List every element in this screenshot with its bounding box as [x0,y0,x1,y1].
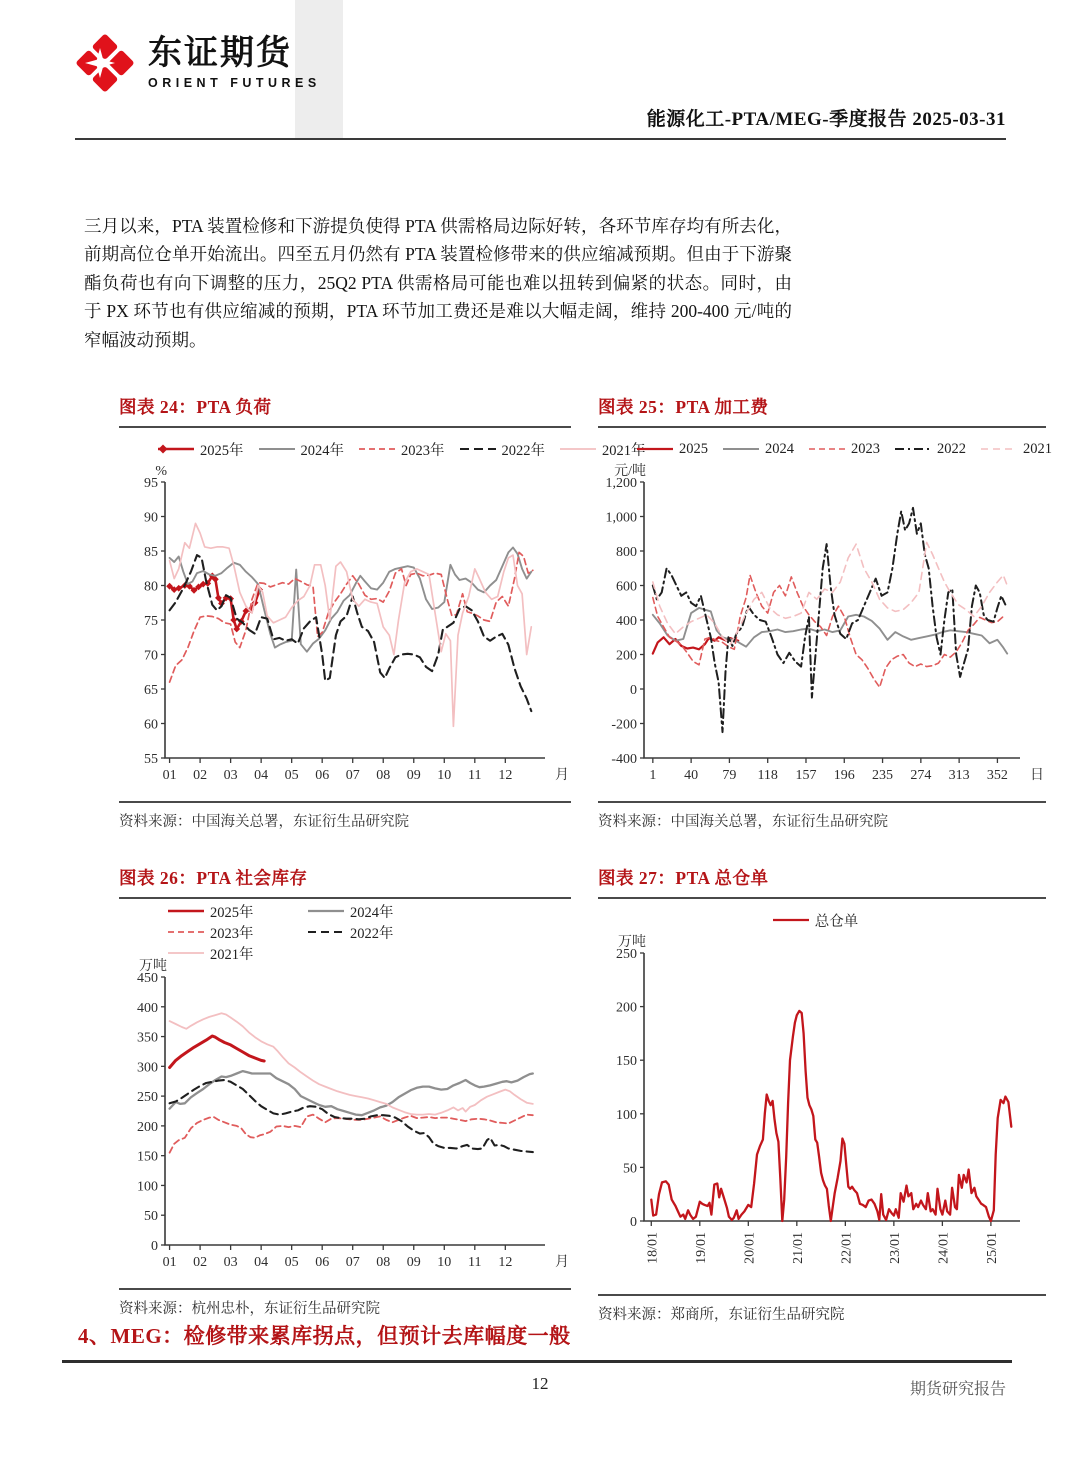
svg-text:24/01: 24/01 [936,1232,952,1264]
legend-item [157,439,244,460]
svg-text:04: 04 [254,768,269,783]
logo-chinese-name: 东证期货 [148,34,292,73]
chart-plot-svg [598,933,1046,1285]
series-2025年 [170,576,260,629]
legend-item [358,439,445,460]
series-2025年 [170,1036,265,1068]
legend-label: 2024 [765,440,794,457]
legend-swatch-line [167,905,205,917]
svg-text:450: 450 [137,971,158,986]
svg-text:09: 09 [406,1255,421,1270]
svg-text:10: 10 [437,1255,452,1270]
svg-text:25/01: 25/01 [984,1232,1000,1264]
svg-text:196: 196 [833,768,855,783]
source-divider [598,1294,1046,1296]
svg-text:%: % [155,464,167,479]
legend-label: 总仓单 [814,913,859,930]
series-2022年 [170,555,532,711]
legend-item [808,441,880,458]
svg-text:01: 01 [162,768,177,783]
svg-text:19/01: 19/01 [693,1232,709,1264]
svg-text:08: 08 [376,768,391,783]
svg-text:万吨: 万吨 [139,959,167,974]
figure-source: 资料来源：杭州忠朴，东证衍生品研究院 [119,1301,380,1317]
chart-legend [598,436,1052,462]
svg-text:20/01: 20/01 [742,1232,758,1264]
figure-26-pta-social-inventory [119,865,571,1318]
svg-text:日: 日 [1030,768,1044,783]
legend-item [258,439,345,460]
legend-label: 2025 [679,440,708,457]
svg-text:100: 100 [616,1107,637,1123]
svg-text:65: 65 [144,683,158,698]
svg-text:600: 600 [616,579,637,595]
svg-text:75: 75 [144,614,158,629]
legend-swatch-line [307,926,345,938]
svg-text:60: 60 [144,717,158,733]
svg-text:月: 月 [555,768,569,783]
svg-text:150: 150 [137,1149,158,1165]
series-2022 [653,508,1006,732]
svg-text:07: 07 [345,768,360,783]
figure-title: 图表 24：PTA 负荷 [119,397,272,417]
legend-swatch-line [636,443,674,455]
report-header-title: 能源化工-PTA/MEG-季度报告 2025-03-31 [646,109,1006,130]
legend-swatch-line [722,443,760,455]
legend-label: 2025年 [210,904,254,921]
svg-text:05: 05 [284,1255,299,1270]
legend-item [772,910,859,931]
svg-text:50: 50 [144,1209,158,1225]
legend-label: 2022年 [501,442,545,459]
title-divider [598,426,1046,428]
legend-label: 2024年 [350,904,394,921]
svg-text:400: 400 [616,614,637,629]
svg-text:250: 250 [137,1090,158,1106]
svg-text:11: 11 [468,1255,482,1270]
logo-diamond-icon [74,32,136,94]
title-divider [598,897,1046,899]
legend-swatch-line [167,926,205,938]
svg-text:400: 400 [137,1000,158,1016]
svg-text:12: 12 [498,768,513,783]
svg-text:274: 274 [910,768,932,783]
svg-text:09: 09 [406,768,421,783]
figure-25-pta-processing-fee [598,394,1052,831]
svg-text:80: 80 [144,579,158,595]
svg-text:313: 313 [948,768,970,783]
svg-text:21/01: 21/01 [790,1232,806,1264]
legend-item [307,922,447,943]
svg-text:-200: -200 [611,717,637,733]
svg-text:1,000: 1,000 [605,510,637,526]
svg-text:800: 800 [616,545,637,560]
title-divider [119,897,571,899]
footer-report-type: 期货研究报告 [909,1381,1006,1398]
svg-text:06: 06 [315,1255,330,1270]
legend-swatch-line [358,443,396,455]
svg-text:1,200: 1,200 [605,476,637,491]
svg-text:04: 04 [254,1255,269,1270]
legend-label: 2025年 [200,442,244,459]
chart-legend [598,907,1046,933]
svg-text:118: 118 [757,768,778,783]
chart-plot-svg [119,957,571,1279]
legend-item [894,441,966,458]
legend-label: 2024年 [300,442,344,459]
chart-legend [119,436,646,462]
source-divider [119,801,571,803]
body-paragraph: 三月以来，PTA 装置检修和下游提负使得 PTA 供需格局边际好转，各环节库存均有所去化，前期高位仓单开始流出。四至五月仍然有 PTA 装置检修带来的供应缩减预期。但由于下游聚酯负荷也有向下调整的压力，25Q2 PTA 供需格局可能也难以扭转到偏紧的状态。同时，由于 PX 环节也有供应缩减的预期，PTA 环节加工费还是难以大幅走阔，维持 200-400 元/吨的窄幅波动预期。 [84,215,792,350]
legend-item [167,922,307,943]
svg-text:02: 02 [193,1255,208,1270]
svg-text:元/吨: 元/吨 [614,464,646,479]
svg-text:10: 10 [437,768,452,783]
svg-text:23/01: 23/01 [887,1232,903,1264]
svg-text:79: 79 [722,768,737,783]
legend-label: 2021 [1023,440,1052,457]
legend-swatch-line [157,443,195,455]
svg-text:02: 02 [193,768,208,783]
figure-title: 图表 25：PTA 加工费 [598,397,769,417]
svg-text:85: 85 [144,545,158,560]
legend-swatch-line [307,905,345,917]
svg-text:0: 0 [630,683,637,698]
figure-source: 资料来源：郑商所，东证衍生品研究院 [598,1307,845,1323]
chart-pta-warehouse-receipts [598,907,1046,1290]
legend-item [307,901,447,922]
legend-swatch-line [459,443,497,455]
legend-label: 2021年 [602,442,646,459]
figure-source: 资料来源：中国海关总署，东证衍生品研究院 [119,814,409,830]
svg-text:250: 250 [616,947,637,962]
svg-text:12: 12 [498,1255,513,1270]
svg-text:0: 0 [151,1239,158,1254]
svg-text:235: 235 [872,768,894,783]
chart-plot-svg [598,462,1046,792]
header-divider [75,138,1006,140]
series-2021年 [170,1013,533,1114]
series-2021年 [170,523,532,726]
series-2022年 [170,1080,533,1152]
svg-text:200: 200 [616,648,637,664]
svg-text:352: 352 [986,768,1008,783]
svg-text:0: 0 [630,1215,637,1230]
svg-text:350: 350 [137,1030,158,1046]
legend-label: 2022年 [350,925,394,942]
svg-text:07: 07 [345,1255,360,1270]
svg-text:22/01: 22/01 [839,1232,855,1264]
svg-text:03: 03 [223,768,238,783]
svg-text:40: 40 [684,768,699,783]
figure-title: 图表 27：PTA 总仓单 [598,868,769,888]
legend-swatch-line [894,443,932,455]
figure-27-pta-warehouse-receipts [598,865,1046,1324]
chart-plot-svg [119,462,571,792]
title-divider [119,426,571,428]
svg-text:18/01: 18/01 [645,1232,661,1264]
footer-divider [62,1360,1012,1363]
section-heading-meg: 4、MEG：检修带来累库拐点，但预计去库幅度一般 [78,1324,571,1349]
svg-text:55: 55 [144,752,158,767]
orient-futures-logo [74,32,321,94]
svg-text:95: 95 [144,476,158,491]
source-divider [598,801,1046,803]
figure-source: 资料来源：中国海关总署，东证衍生品研究院 [598,814,888,830]
svg-text:万吨: 万吨 [618,935,646,950]
legend-item [980,441,1052,458]
logo-english-name: ORIENT FUTURES [148,76,321,91]
svg-text:-400: -400 [611,752,637,767]
legend-item [722,441,794,458]
svg-text:01: 01 [162,1255,177,1270]
legend-label: 2023年 [210,925,254,942]
svg-text:08: 08 [376,1255,391,1270]
legend-item [167,901,307,922]
legend-label: 2023年 [401,442,445,459]
svg-text:11: 11 [468,768,482,783]
svg-text:50: 50 [623,1161,637,1177]
svg-text:300: 300 [137,1060,158,1076]
legend-label: 2023 [851,440,880,457]
svg-text:70: 70 [144,648,158,664]
svg-text:90: 90 [144,510,158,526]
figure-title: 图表 26：PTA 社会库存 [119,868,308,888]
chart-pta-processing-fee [598,436,1052,797]
svg-text:1: 1 [649,768,657,783]
legend-swatch-line [980,443,1018,455]
legend-swatch-line [808,443,846,455]
legend-item [459,439,546,460]
series-2023年 [170,1115,533,1153]
svg-text:200: 200 [616,1000,637,1016]
svg-text:100: 100 [137,1179,158,1195]
legend-label: 2022 [937,440,966,457]
svg-text:03: 03 [223,1255,238,1270]
legend-item [636,441,708,458]
svg-text:150: 150 [616,1054,637,1070]
page-number: 12 [531,1374,549,1393]
svg-text:157: 157 [795,768,817,783]
svg-text:200: 200 [137,1119,158,1135]
series-总仓单 [651,1011,1011,1221]
svg-text:05: 05 [284,768,299,783]
series-2024年 [170,1071,533,1115]
legend-swatch-line [258,443,296,455]
legend-label: 2021年 [210,946,254,963]
svg-text:06: 06 [315,768,330,783]
svg-text:月: 月 [555,1255,569,1270]
legend-swatch-line [559,443,597,455]
source-divider [119,1288,571,1290]
legend-swatch-line [772,914,810,926]
chart-legend [119,904,571,963]
chart-pta-social-inventory [119,904,571,1284]
